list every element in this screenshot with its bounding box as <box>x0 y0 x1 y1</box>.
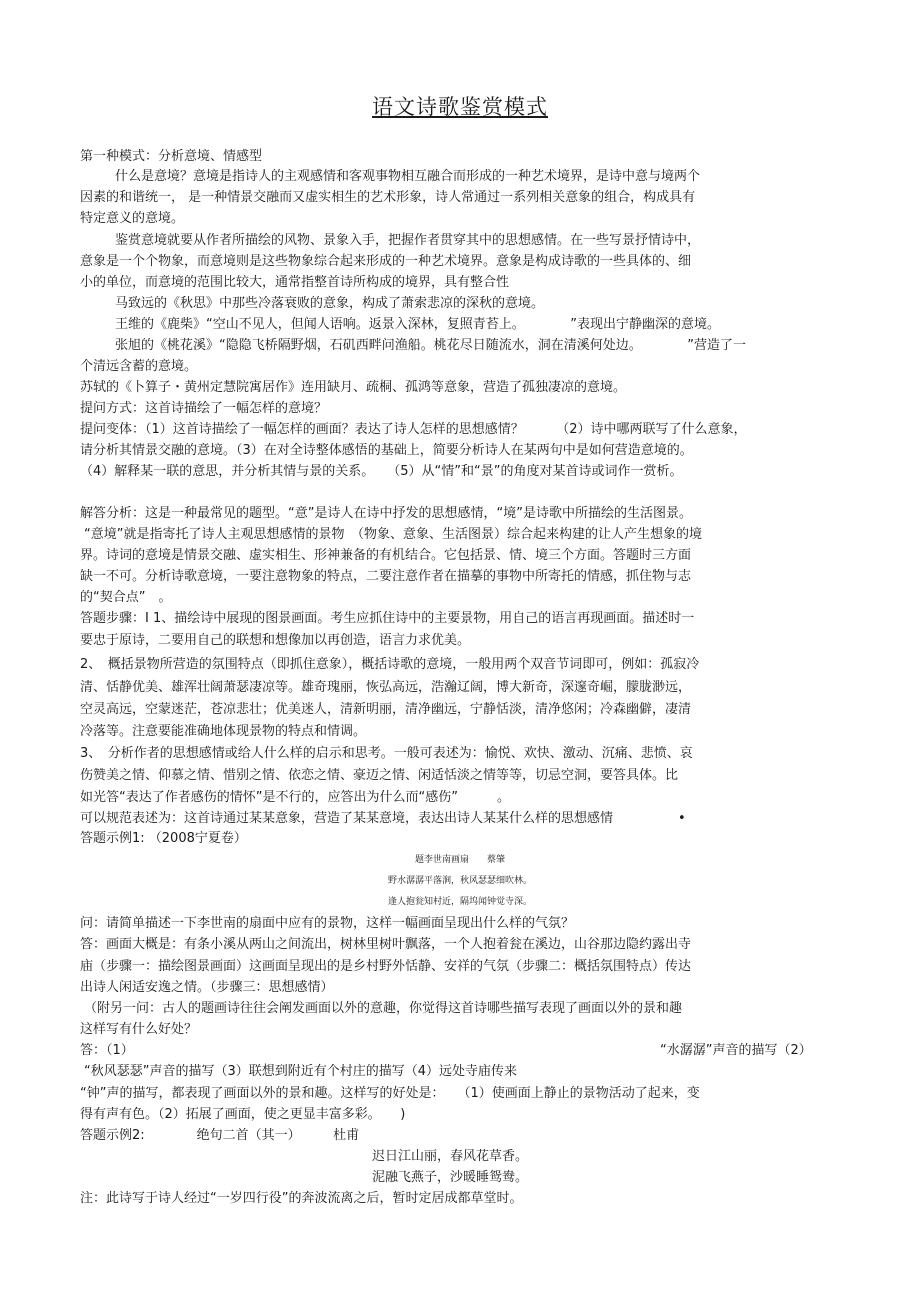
paragraph-line: “水潺潺”声音的描写（2） <box>660 1043 812 1058</box>
paragraph-line: 空灵高远，空蒙迷茫，苍凉悲壮；优美迷人，清新明丽，清净幽远，宁静恬淡，清净悠闲；冷森幽僻，凄清 <box>80 702 692 717</box>
paragraph-line: 什么是意境？意境是指诗人的主观感情和客观事物相互融合而形成的一种艺术境界，是诗中意与境两个 <box>115 169 701 184</box>
answer-step-line: 3、 分析作者的思想感情或给人什么样的启示和思考。一般可表述为：愉悦、欢快、激动、沉痛、悲愤、哀 <box>80 746 693 761</box>
paragraph-line: 马致远的《秋思》中那些冷落衰败的意象，构成了萧索悲凉的深秋的意境。 <box>115 296 545 311</box>
paragraph-line: 张旭的《桃花溪》“隐隐飞桥隔野烟，石矶西畔问渔船。桃花尽日随流水，洞在清溪何处边。 ”营造了一 <box>115 338 746 353</box>
paragraph-line: 的“契合点” 。 <box>80 590 172 605</box>
paragraph-line: 可以规范表述为：这首诗通过某某意象，营造了某某意境，表达出诗人某某什么样的思想感情 • <box>80 811 686 826</box>
poem-line: 泥融飞燕子，沙暖睡鸳鸯。 <box>372 1170 529 1185</box>
answer-step-line: 2、 概括景物所营造的氛围特点（即抓住意象），概括诗歌的意境，一般用两个双音节词即可，例如：孤寂冷 <box>80 657 700 672</box>
paragraph-line: 特定意义的意境。 <box>80 211 185 226</box>
poem-title: 题李世南画扇 蔡肇 <box>414 855 505 865</box>
page-title: 语文诗歌鉴赏模式 <box>372 95 548 119</box>
paragraph-line: 苏轼的《卜算子・黄州定慧院寓居作》连用缺月、疏桐、孤鸿等意象，营造了孤独凄凉的意境。 <box>80 380 627 395</box>
example-heading: 答题示例1: （2008宁夏卷） <box>80 831 247 846</box>
paragraph-line: “意境”就是指寄托了诗人主观思想感情的景物 （物象、意象、生活图景）综合起来构建的让人产生想象的境 <box>84 527 702 542</box>
paragraph-line: 个清远含蓄的意境。 <box>80 359 198 374</box>
poem-line: 迟日江山丽，春风花草香。 <box>372 1149 529 1164</box>
paragraph-line: “钟”声的描写，都表现了画面以外的景和趣。这样写的好处是： （1）使画面上静止的景物活动了起来，变 <box>80 1086 700 1101</box>
question-format-line: 提问方式：这首诗描绘了一幅怎样的意境？ <box>80 401 328 416</box>
paragraph-line: 庙（步骤一：描绘图景画面）这画面呈现出的是乡村野外恬静、安祥的气氛（步骤二：概括氛围特点）传达 <box>80 959 692 974</box>
paragraph-line: 缺一不可。分析诗歌意境，一要注意物象的特点，二要注意作者在描摹的事物中所寄托的情感，抓住物与志 <box>80 569 692 584</box>
paragraph-line: 意象是一个个物象，而意境则是这些物象综合起来形成的一种艺术境界。意象是构成诗歌的一些具体的、细 <box>80 254 692 269</box>
paragraph-line: 小的单位，而意境的范围比较大，通常指整首诗所构成的境界，具有整合性 <box>80 275 510 290</box>
paragraph-line: 要忠于原诗，二要用自己的联想和想像加以再创造，语言力求优美。 <box>80 633 471 648</box>
paragraph-line: 因素的和谐统一， 是一种情景交融而又虚实相生的艺术形象，诗人常通过一系列相关意象的组合，构成具有 <box>80 190 696 205</box>
paragraph-line: 伤赞美之情、仰慕之情、惜别之情、依恋之情、豪迈之情、闲适恬淡之情等等，切忌空洞，要答具体。比 <box>80 768 679 783</box>
paragraph-line: 王维的《鹿柴》“空山不见人，但闻人语响。返景入深林，复照青苔上。 ”表现出宁静幽深的意境。 <box>115 317 720 332</box>
example-heading: 答题示例2: 绝句二首（其一） 杜甫 <box>80 1128 360 1143</box>
paragraph-line: 出诗人闲适安逸之情。（步骤三：思想感情） <box>80 980 334 995</box>
paragraph-line: 请分析其情景交融的意境。（3）在对全诗整体感悟的基础上，简要分析诗人在某两句中是如何营造意境的。 <box>80 443 693 458</box>
note-line: 注：此诗写于诗人经过“一岁四行役”的奔波流离之后，暂时定居成都草堂时。 <box>80 1191 523 1206</box>
answer-step-line: 答题步骤：Ⅰ 1、描绘诗中展现的图景画面。考生应抓住诗中的主要景物，用自己的语言再现画面。描述时一 <box>80 611 695 626</box>
question-line: 问：请简单描述一下李世南的扇面中应有的景物，这样一幅画面呈现出什么样的气氛？ <box>80 916 575 931</box>
poem-line: 野水潺潺平落涧，秋风瑟瑟细吹林。 <box>387 876 532 886</box>
question-variant-line: 提问变体：（1）这首诗描绘了一幅怎样的画面？表达了诗人怎样的思想感情？ （2）诗中哪两联写了什么意象， <box>80 422 747 437</box>
answer-analysis-line: 解答分析：这是一种最常见的题型。“意”是诗人在诗中抒发的思想感情，“境”是诗歌中所描绘的生活图景。 <box>80 506 692 521</box>
paragraph-line: “秋风瑟瑟”声音的描写（3）联想到附近有个村庄的描写（4）远处寺庙传来 <box>84 1064 518 1079</box>
paragraph-line: 界。诗词的意境是情景交融、虚实相生、形神兼备的有机结合。它包括景、情、境三个方面。答题时三方面 <box>80 548 692 563</box>
section-heading: 第一种模式：分析意境、情感型 <box>80 149 263 164</box>
poem-line: 逢人抱瓮知村近，隔坞闻钟觉寺深。 <box>387 897 532 907</box>
paragraph-line: （4）解释某一联的意思，并分析其情与景的关系。 （5）从“情”和“景”的角度对某首诗或词作一赏析。 <box>80 464 683 479</box>
paragraph-line: 这样写有什么好处？ <box>80 1022 198 1037</box>
paragraph-line: 得有声有色。（2）拓展了画面，使之更显丰富多彩。 ) <box>80 1107 406 1122</box>
answer-line: 答：（1） <box>80 1043 134 1058</box>
answer-line: 答：画面大概是：有条小溪从两山之间流出，树林里树叶飘落，一个人抱着瓮在溪边，山谷那边隐约露出寺 <box>80 937 692 952</box>
paragraph-line: 清、恬静优美、雄浑壮阔萧瑟凄凉等。雄奇瑰丽，恢弘高远，浩瀚辽阔，博大新奇，深邃奇崛，朦胧渺远， <box>80 680 692 695</box>
paragraph-line: 冷落等。注意要能准确地体现景物的特点和情调。 <box>80 724 367 739</box>
paragraph-line: 鉴赏意境就要从作者所描绘的风物、景象入手，把握作者贯穿其中的思想感情。在一些写景抒情诗中， <box>115 233 701 248</box>
paragraph-line: 如光答“表达了作者感伤的情怀”是不行的，应答出为什么而“感伤” 。 <box>80 790 510 805</box>
paragraph-line: （附另一问：古人的题画诗往往会阐发画面以外的意趣，你觉得这首诗哪些描写表现了画面以外的景和趣 <box>84 1001 683 1016</box>
